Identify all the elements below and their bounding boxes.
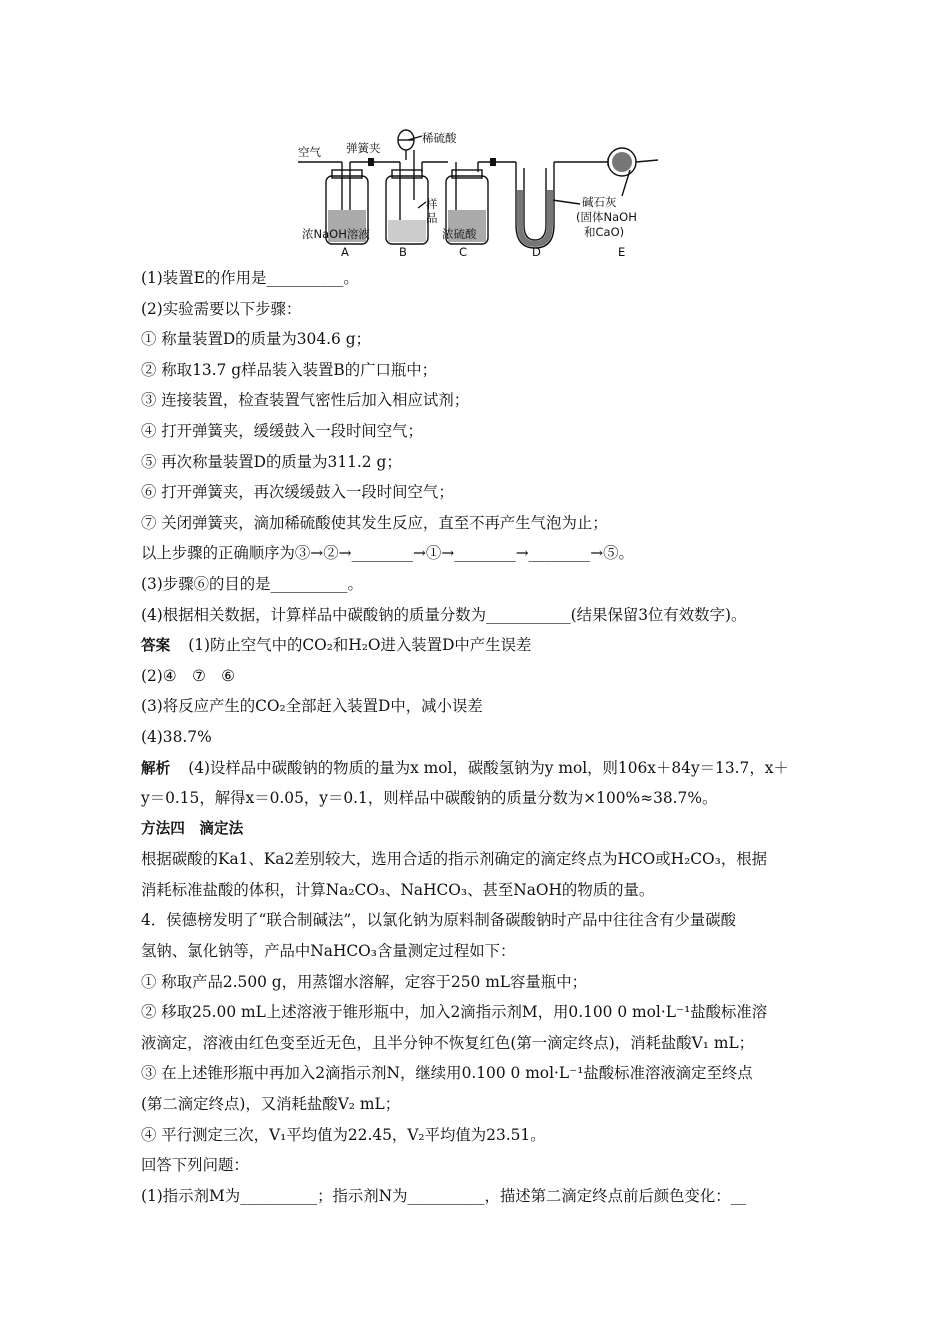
method-title: 方法四 滴定法 <box>141 819 244 837</box>
analysis-line: y＝0.15，解得x＝0.05，y＝0.1，则样品中碳酸钠的质量分数为×100%≈38.7%。 <box>141 789 718 808</box>
question-line: ② 称取13.7 g样品装入装置B的广口瓶中； <box>141 360 438 379</box>
question4-line: 4．侯德榜发明了“联合制碱法”，以氯化钠为原料制备碳酸钠时产品中往往含有少量碳酸 <box>141 911 736 930</box>
question-line: (2)实验需要以下步骤： <box>141 299 302 318</box>
question4-line: ② 移取25.00 mL上述溶液于锥形瓶中，加入2滴指示剂M，用0.100 0 mol·L⁻¹盐酸标准溶 <box>141 1003 768 1022</box>
question-line: ⑤ 再次称量装置D的质量为311.2 g； <box>141 452 402 471</box>
label-sample-1: 样 <box>426 197 438 211</box>
question4-line: ① 称取产品2.500 g，用蒸馏水溶解，定容于250 mL容量瓶中； <box>141 972 587 991</box>
analysis-text: (4)设样品中碳酸钠的物质的量为x mol，碳酸氢钠为y mol，则106x＋84y＝13.7，x＋ <box>188 758 789 777</box>
answer-line: (3)将反应产生的CO₂全部赶入装置D中，减小误差 <box>141 697 483 716</box>
question4-line: (1)指示剂M为__________；指示剂N为__________，描述第二滴定终点前后颜色变化：__ <box>141 1186 747 1205</box>
label-naoh: 浓NaOH溶液 <box>302 227 370 241</box>
question-line: ① 称量装置D的质量为304.6 g； <box>141 330 371 349</box>
label-h2so4: 浓硫酸 <box>442 227 477 241</box>
question4-line: 氢钠、氯化钠等，产品中NaHCO₃含量测定过程如下： <box>141 942 516 961</box>
question-line: (3)步骤⑥的目的是__________。 <box>141 574 363 593</box>
analysis-label: 解析 <box>141 759 171 777</box>
answer-label: 答案 <box>141 637 171 655</box>
label-soda-3: 和CaO) <box>584 225 625 239</box>
label-soda-1: 碱石灰 <box>582 195 617 209</box>
question-line: (4)根据相关数据，计算样品中碳酸钠的质量分数为___________(结果保留3位有效数字)。 <box>141 605 747 624</box>
answer-line: (2)④ ⑦ ⑥ <box>141 666 235 685</box>
question-line: ④ 打开弹簧夹，缓缓鼓入一段时间空气； <box>141 421 423 440</box>
apparatus-figure <box>290 120 670 262</box>
method-line: 根据碳酸的Ka1、Ka2差别较大，选用合适的指示剂确定的滴定终点为HCO或H₂CO₃，根据 <box>141 850 768 869</box>
apparatus-diagram <box>290 120 670 262</box>
question-line: ③ 连接装置，检查装置气密性后加入相应试剂； <box>141 391 470 410</box>
answer-text: (1)防止空气中的CO₂和H₂O进入装置D中产生误差 <box>188 636 532 655</box>
label-c: C <box>459 245 468 259</box>
label-acid: 稀硫酸 <box>422 131 457 145</box>
label-sample-2: 品 <box>426 211 438 225</box>
label-clamp: 弹簧夹 <box>346 141 381 155</box>
question-line: 以上步骤的正确顺序为③→②→________→①→________→________→⑤。 <box>141 544 634 563</box>
answer-line <box>141 630 821 661</box>
label-b: B <box>399 245 407 259</box>
question-line: (1)装置E的作用是__________。 <box>141 269 359 287</box>
question4-line: ③ 在上述锥形瓶中再加入2滴指示剂N，继续用0.100 0 mol·L⁻¹盐酸标准溶液滴定至终点 <box>141 1064 753 1083</box>
method-line: 消耗标准盐酸的体积，计算Na₂CO₃、NaHCO₃、甚至NaOH的物质的量。 <box>141 880 655 899</box>
answer-line: (4)38.7% <box>141 727 212 746</box>
question-line: ⑥ 打开弹簧夹，再次缓缓鼓入一段时间空气； <box>141 483 454 502</box>
label-air: 空气 <box>298 145 321 159</box>
label-soda-2: (固体NaOH <box>576 210 637 224</box>
analysis-line <box>141 753 821 784</box>
question-line: ⑦ 关闭弹簧夹，滴加稀硫酸使其发生反应，直至不再产生气泡为止； <box>141 513 608 532</box>
text-body <box>141 263 821 1211</box>
question4-line: 回答下列问题： <box>141 1156 249 1175</box>
question4-line: (第二滴定终点)，又消耗盐酸V₂ mL； <box>141 1095 401 1114</box>
label-d: D <box>532 245 541 259</box>
label-e: E <box>618 245 626 259</box>
question4-line: 液滴定，溶液由红色变至近无色，且半分钟不恢复红色(第一滴定终点)，消耗盐酸V₁ mL； <box>141 1033 755 1052</box>
question4-line: ④ 平行测定三次，V₁平均值为22.45，V₂平均值为23.51。 <box>141 1125 546 1144</box>
label-a: A <box>341 245 349 259</box>
